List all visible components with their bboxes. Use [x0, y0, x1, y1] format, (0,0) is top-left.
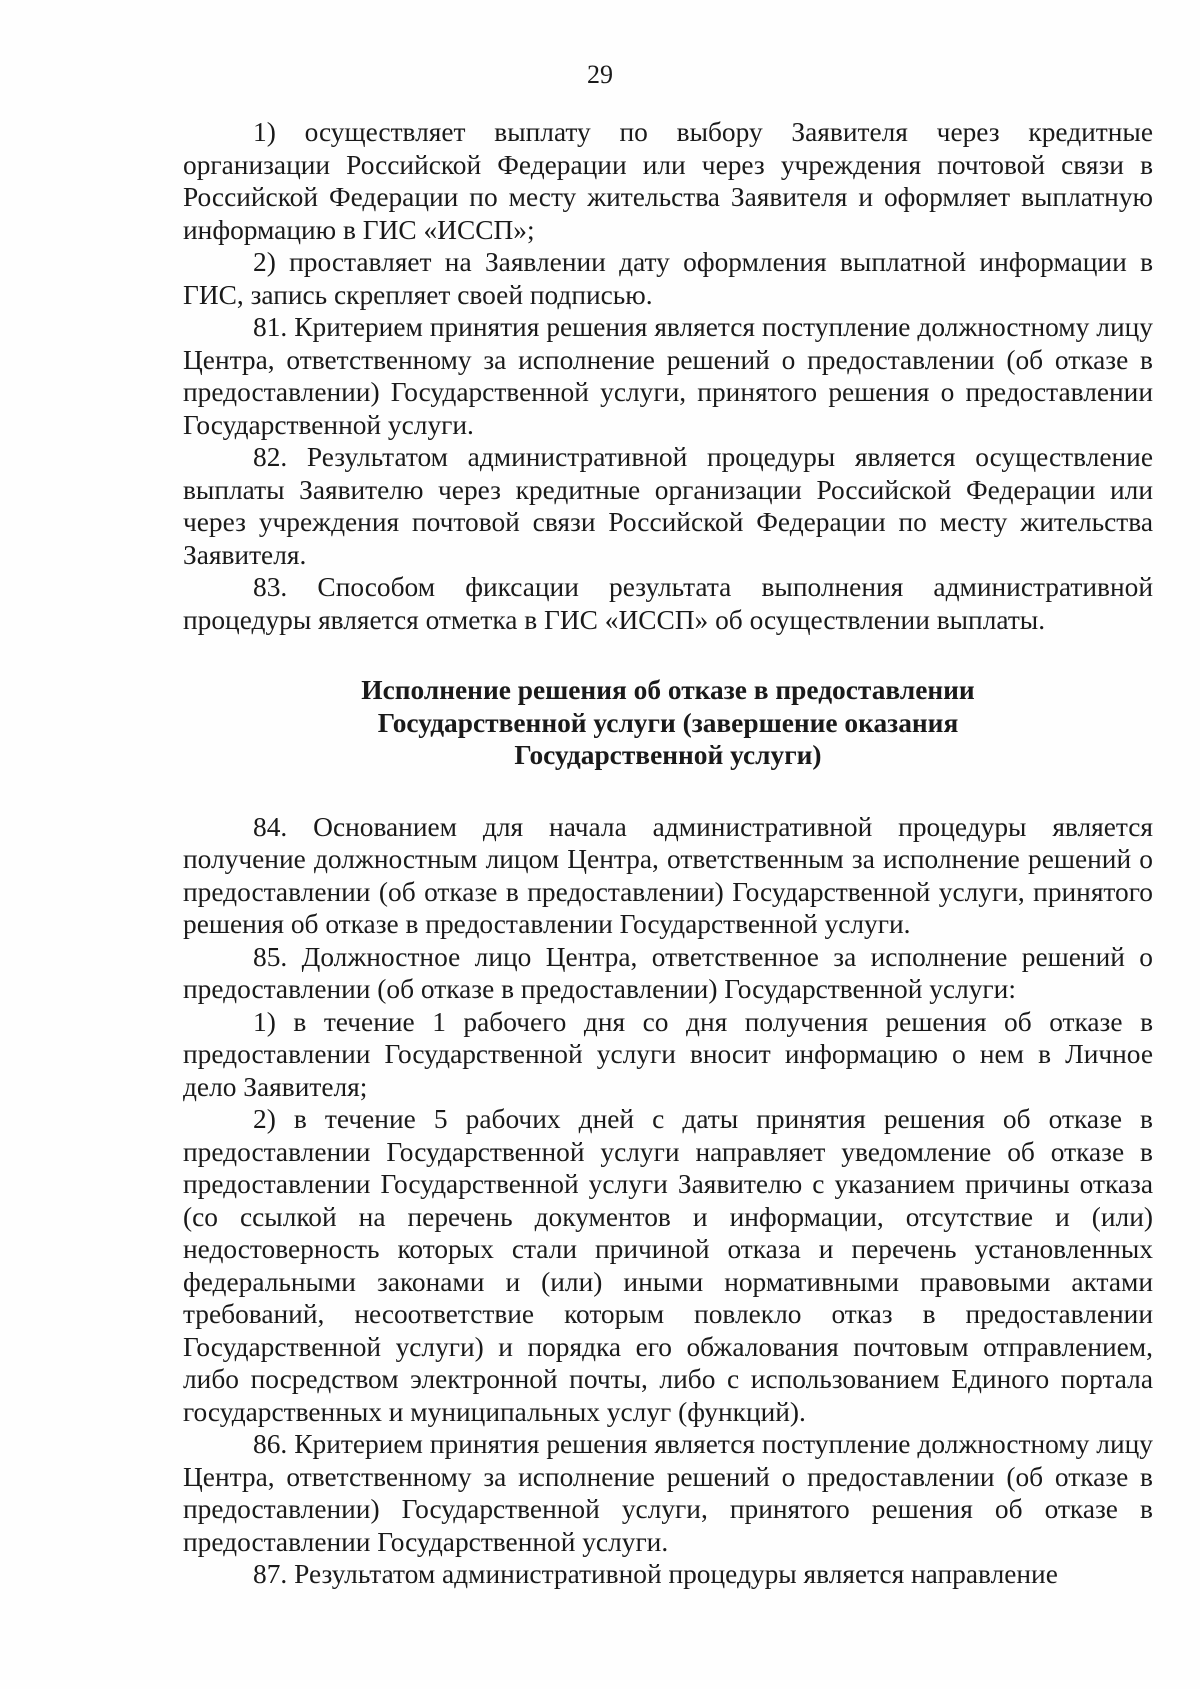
page-number: 29 — [587, 60, 613, 89]
paragraph-87: 87. Результатом административной процедуры является направление — [253, 1559, 1058, 1589]
section-heading-line-3: Государственной услуги) — [514, 740, 822, 770]
paragraph-item-2: 2) проставляет на Заявлении дату оформления выплатной информации в ГИС, запись скрепляет своей подписью. — [183, 247, 1153, 310]
paragraph-83: 83. Способом фиксации результата выполнения административной процедуры является отметка в ГИС «ИССП» об осуществлении выплаты. — [183, 572, 1153, 635]
paragraph-86: 86. Критерием принятия решения является поступление должностному лицу Центра, ответственному за исполнение решений о предоставлении (об отказе в предоставлении) Государственной услуги, принятого решения об отказе в предоставлении Государственной услуги. — [183, 1429, 1153, 1557]
paragraph-81: 81. Критерием принятия решения является поступление должностному лицу Центра, ответственному за исполнение решений о предоставлении (об отказе в предоставлении) Государственной услуги, принятого решения о предоставлении Государственной услуги. — [183, 312, 1153, 440]
paragraph-item-1: 1) осуществляет выплату по выбору Заявителя через кредитные организации Российской Федерации или через учреждения почтовой связи в Российской Федерации по месту жительства Заявителя и оформляет выплатную информацию в ГИС «ИССП»; — [183, 117, 1153, 245]
paragraph-85-item-1: 1) в течение 1 рабочего дня со дня получения решения об отказе в предоставлении Государственной услуги вносит информацию о нем в Личное дело Заявителя; — [183, 1006, 1153, 1102]
section-heading — [183, 674, 1153, 772]
section-heading-line-2: Государственной услуги (завершение оказания — [377, 707, 959, 738]
paragraph-85-item-2: 2) в течение 5 рабочих дней с даты принятия решения об отказе в предоставлении Государственной услуги направляет уведомление об отказе в предоставлении Государственной услуги Заявителю с указанием причины отказа (со ссылкой на перечень документов и информации, отсутствие и (или) недостоверность которых стали причиной отказа и перечень установленных федеральными законами и (или) иными нормативными правовыми актами требований, несоответствие которым повлекло отказ в предоставлении Государственной услуги) и порядка его обжалования почтовым отправлением, либо посредством электронной почты, либо с использованием Единого портала государственных и муниципальных услуг (функций). — [183, 1104, 1153, 1427]
document-body — [183, 116, 1153, 1591]
paragraph-82: 82. Результатом административной процедуры является осуществление выплаты Заявителю через кредитные организации Российской Федерации или через учреждения почтовой связи Российской Федерации по месту жительства Заявителя. — [183, 442, 1153, 570]
paragraph-85: 85. Должностное лицо Центра, ответственное за исполнение решений о предоставлении (об отказе в предоставлении) Государственной услуги: — [183, 941, 1153, 1004]
section-heading-line-1: Исполнение решения об отказе в предоставлении — [361, 675, 975, 705]
paragraph-84: 84. Основанием для начала административной процедуры является получение должностным лицом Центра, ответственным за исполнение решений о предоставлении (об отказе в предоставлении) Государственной услуги, принятого решения об отказе в предоставлении Государственной услуги. — [183, 811, 1153, 939]
